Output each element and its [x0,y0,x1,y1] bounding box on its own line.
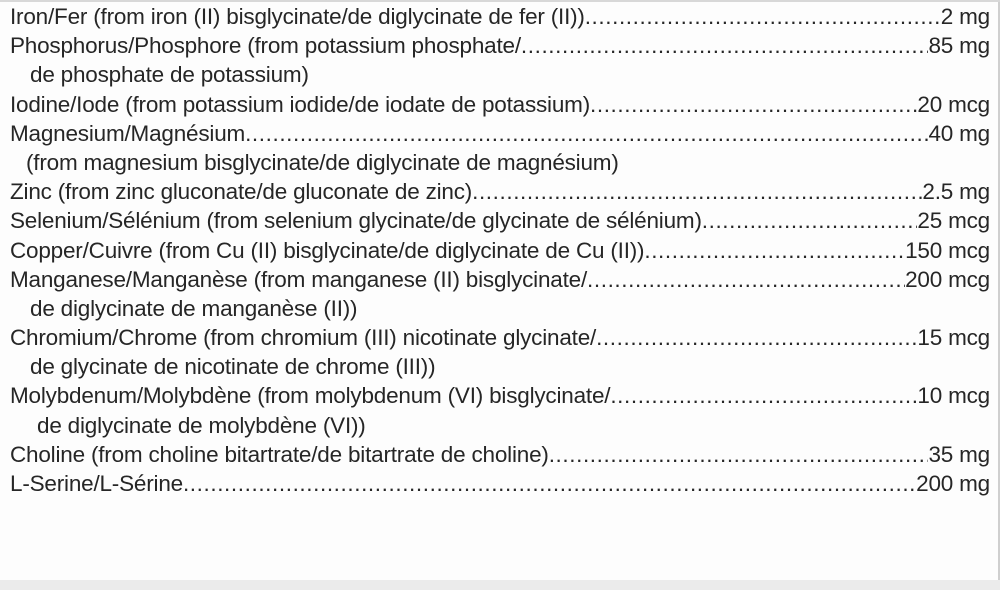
ingredient-continuation: de diglycinate de manganèse (II)) [30,295,358,321]
ingredient-name: Choline (from choline bitartrate/de bitartrate de choline) [10,441,549,467]
ingredient-name: Molybdenum/Molybdène (from molybdenum (VI) bisglycinate/ [10,383,611,409]
ingredient-amount: 200 mg [916,471,990,496]
ingredient-name: Magnesium/Magnésium [10,120,246,146]
ingredient-name: Copper/Cuivre (from Cu (II) bisglycinate/de diglycinate de Cu (II)) [10,237,645,263]
dot-leader [596,323,917,352]
ingredient-name: Iron/Fer (from iron (II) bisglycinate/de diglycinate de fer (II)) [10,4,585,29]
ingredient-name: Zinc (from zinc gluconate/de gluconate de zinc) [10,179,473,205]
ingredient-amount: 10 mcg [917,383,990,409]
ingredient-row-serine [10,469,990,498]
dot-leader [585,2,941,31]
dot-leader [549,440,929,469]
dot-leader [472,177,922,206]
ingredient-row-iodine [10,90,990,119]
dot-leader [245,119,928,148]
ingredient-continuation: (from magnesium bisglycinate/de diglycinate de magnésium) [26,149,619,175]
ingredient-amount: 2 mg [940,4,990,29]
ingredient-amount: 40 mg [928,120,990,146]
ingredient-amount: 2.5 mg [922,179,990,205]
ingredient-row-manganese [10,265,990,294]
ingredient-continuation: de diglycinate de molybdène (VI)) [37,412,366,438]
ingredient-amount: 15 mcg [917,325,990,351]
ingredient-name: L-Serine/L-Sérine [10,471,183,496]
ingredient-row-magnesium [10,119,990,148]
ingredient-row-chromium [10,323,990,352]
ingredient-row-iron [10,2,990,31]
dot-leader [590,90,917,119]
bottom-edge [0,580,1000,590]
ingredient-continuation: de phosphate de potassium) [30,62,309,88]
ingredient-name: Manganese/Manganèse (from manganese (II) bisglycinate/ [10,266,588,292]
ingredient-name: Selenium/Sélénium (from selenium glycinate/de glycinate de sélénium) [10,208,702,234]
dot-leader [183,469,916,498]
ingredient-list [10,2,990,498]
ingredient-amount: 35 mg [928,441,990,467]
ingredient-amount: 150 mcg [905,237,990,263]
ingredient-row-molybdenum [10,381,990,410]
dot-leader [702,206,918,235]
dot-leader [521,31,929,60]
dot-leader [610,381,917,410]
ingredient-amount: 20 mcg [917,91,990,117]
ingredient-amount: 200 mcg [905,266,990,292]
ingredient-name: Chromium/Chrome (from chromium (III) nicotinate glycinate/ [10,325,597,351]
dot-leader [587,265,905,294]
ingredient-row-choline [10,440,990,469]
dot-leader [644,236,905,265]
ingredient-name: Iodine/Iode (from potassium iodide/de iodate de potassium) [10,91,590,117]
ingredient-amount: 85 mg [928,33,990,59]
ingredient-row-copper [10,236,990,265]
ingredient-row-selenium [10,206,990,235]
ingredient-name: Phosphorus/Phosphore (from potassium phosphate/ [10,33,521,59]
ingredient-continuation: de glycinate de nicotinate de chrome (III)) [30,354,436,380]
ingredient-row-zinc [10,177,990,206]
ingredient-row-phosphorus [10,31,990,60]
ingredient-amount: 25 mcg [917,208,990,234]
